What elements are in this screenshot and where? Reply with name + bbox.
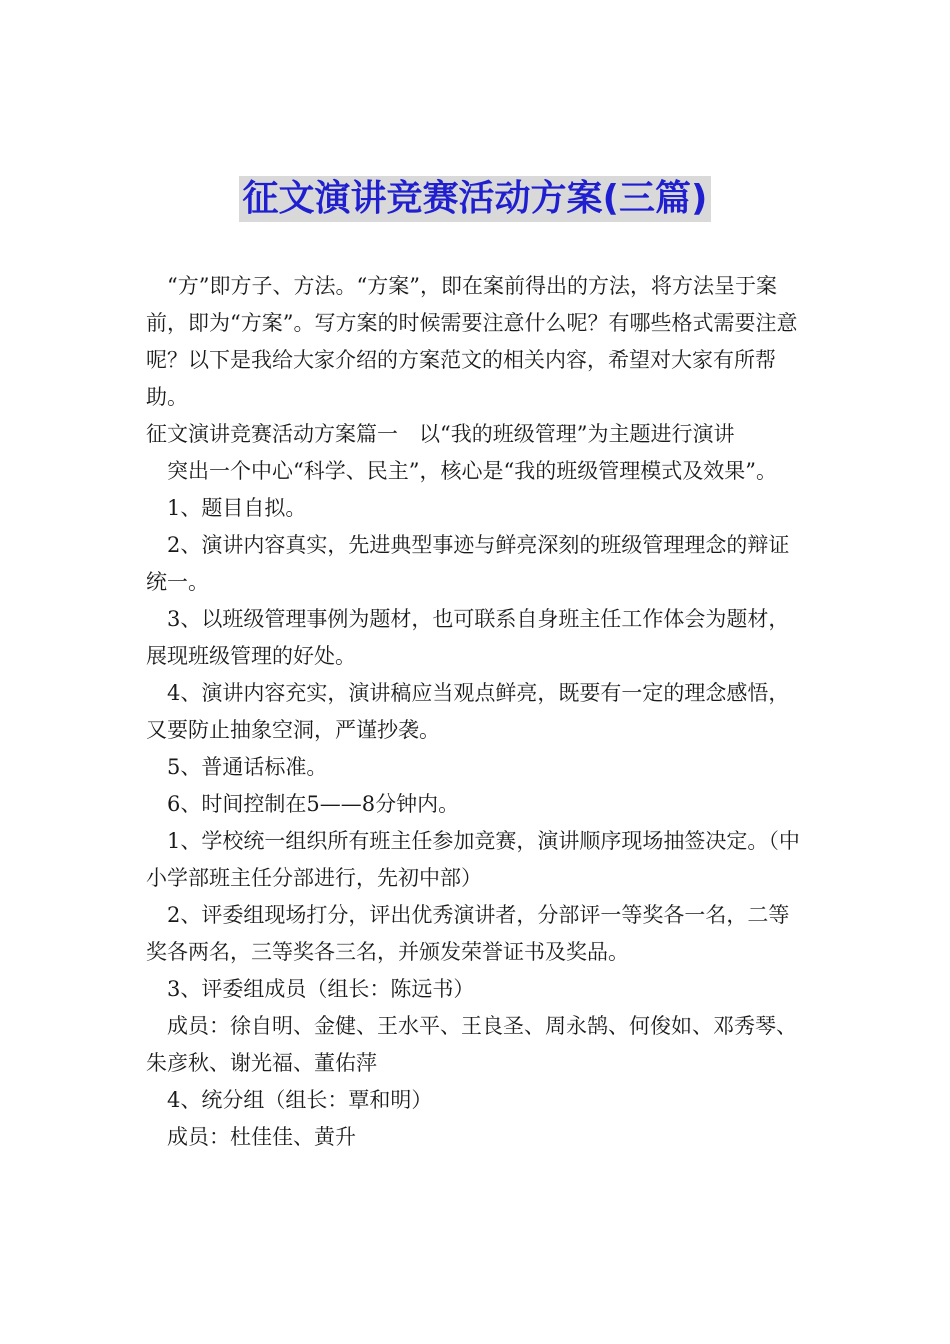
list-item: 2、评委组现场打分，评出优秀演讲者，分部评一等奖各一名，二等奖各两名，三等奖各三名，并颁发荣誉证书及奖品。 (146, 903, 790, 964)
document-body (146, 268, 806, 1156)
list-item: 3、以班级管理事例为题材，也可联系自身班主任工作体会为题材，展现班级管理的好处。 (146, 607, 790, 668)
paragraph-members: 成员：杜佳佳、黄升 (167, 1125, 356, 1149)
list-item: 6、时间控制在5——8分钟内。 (167, 792, 460, 816)
list-item: 4、统分组（组长：覃和明） (167, 1088, 433, 1112)
list-item: 3、评委组成员（组长：陈远书） (167, 977, 475, 1001)
paragraph-section-heading: 征文演讲竞赛活动方案篇一 以“我的班级管理”为主题进行演讲 (146, 422, 735, 446)
list-item: 1、题目自拟。 (167, 496, 307, 520)
paragraph-members: 成员：徐自明、金健、王水平、王良圣、周永鹄、何俊如、邓秀琴、朱彦秋、谢光福、董佑萍 (146, 1014, 797, 1075)
list-item: 1、学校统一组织所有班主任参加竞赛，演讲顺序现场抽签决定。（中小学部班主任分部进行，先初中部） (146, 829, 800, 890)
title-container (0, 176, 950, 222)
list-item: 4、演讲内容充实，演讲稿应当观点鲜亮，既要有一定的理念感悟，又要防止抽象空洞，严谨抄袭。 (146, 681, 790, 742)
list-item: 5、普通话标准。 (167, 755, 328, 779)
document-title: 征文演讲竞赛活动方案(三篇) (239, 176, 712, 222)
list-item: 2、演讲内容真实，先进典型事迹与鲜亮深刻的班级管理理念的辩证统一。 (146, 533, 790, 594)
paragraph-intro: “方”即方子、方法。“方案”，即在案前得出的方法，将方法呈于案前，即为“方案”。写方案的时候需要注意什么呢？有哪些格式需要注意呢？以下是我给大家介绍的方案范文的相关内容，希望对大家有所帮助。 (146, 274, 798, 409)
paragraph-focus: 突出一个中心“科学、民主”，核心是“我的班级管理模式及效果”。 (167, 459, 777, 483)
